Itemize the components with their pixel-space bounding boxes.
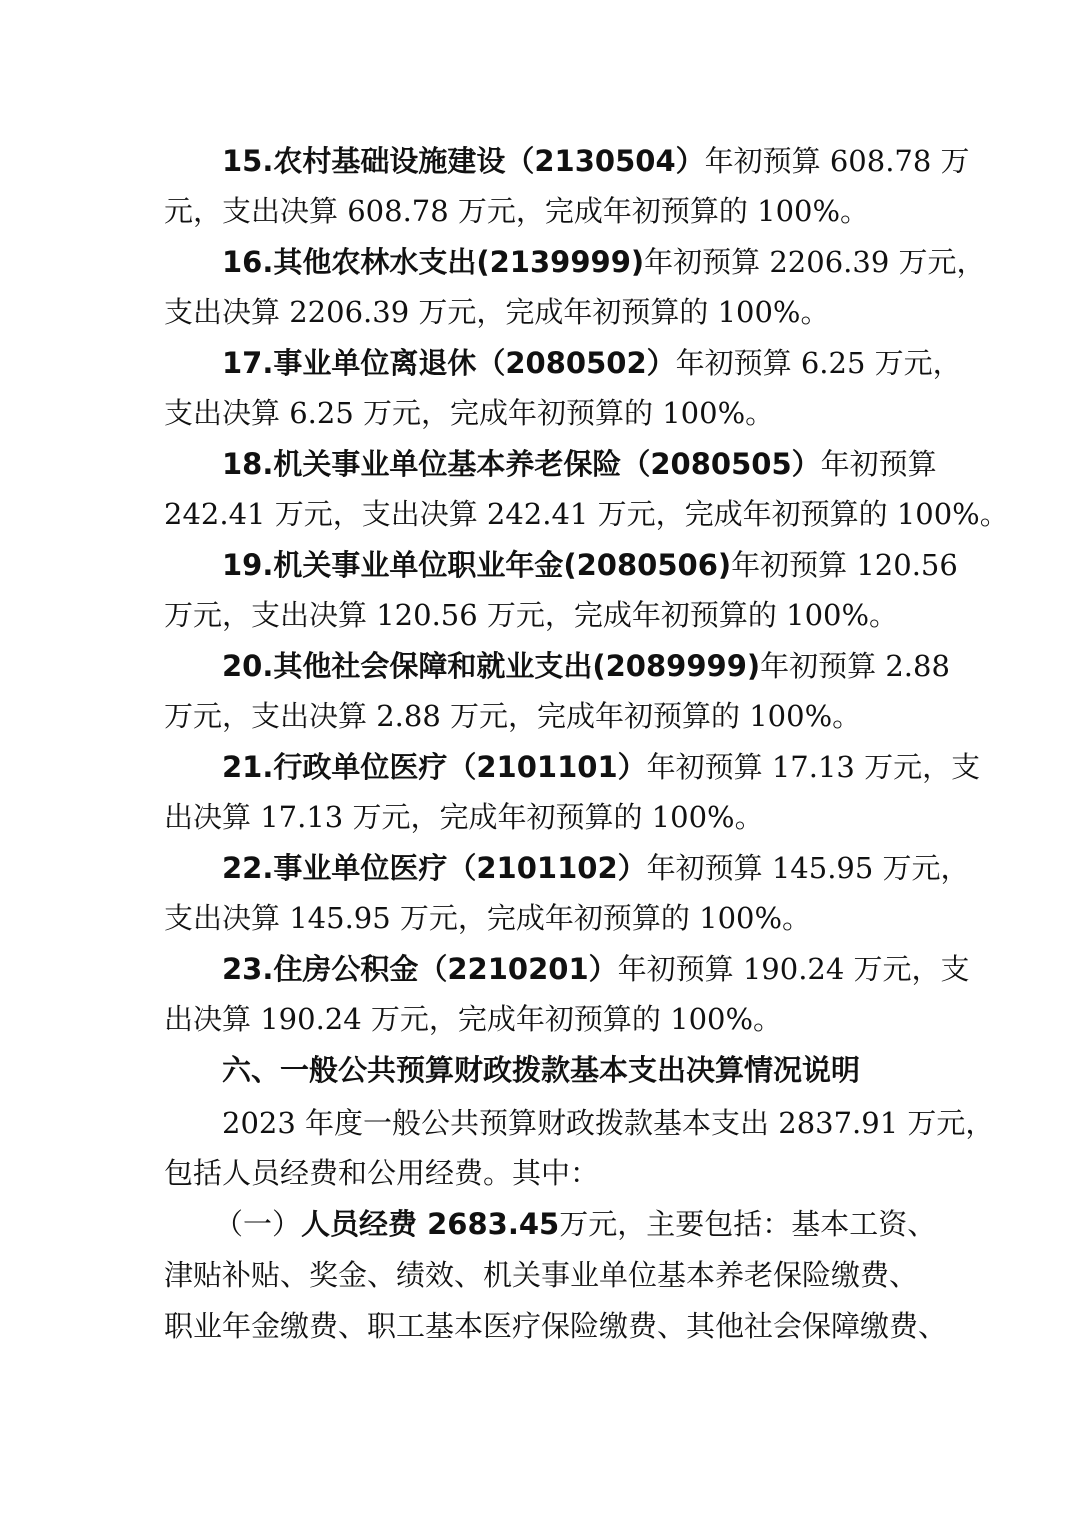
item-23-head: 23.住房公积金（2210201） — [222, 952, 618, 986]
item-18-line-1-text: 年初预算 — [820, 447, 937, 481]
item-20-head: 20.其他社会保障和就业支出(2089999) — [222, 649, 761, 683]
item-21-line-1-text: 年初预算 17.13 万元，支 — [646, 750, 981, 784]
item-19-line-1 — [0, 540, 1074, 590]
item-16-line-1 — [0, 237, 1074, 287]
item-16-line-1-text: 年初预算 2206.39 万元， — [644, 245, 986, 279]
personnel-prefix: （一） — [214, 1207, 302, 1241]
item-22-line-1-text: 年初预算 145.95 万元， — [646, 851, 970, 885]
item-19-line-2: 万元，支出决算 120.56 万元，完成年初预算的 100%。 — [164, 598, 899, 632]
item-15-head: 15.农村基础设施建设（2130504） — [222, 144, 705, 178]
item-20-line-2: 万元，支出决算 2.88 万元，完成年初预算的 100%。 — [164, 699, 862, 733]
item-21-line-2: 出决算 17.13 万元，完成年初预算的 100%。 — [164, 800, 764, 834]
item-16-line-2: 支出决算 2206.39 万元，完成年初预算的 100%。 — [164, 295, 830, 329]
personnel-bold: 人员经费 2683.45 — [301, 1207, 560, 1241]
item-20-line-1-text: 年初预算 2.88 — [760, 649, 950, 683]
item-18-line-1 — [0, 439, 1074, 489]
item-22-line-2: 支出决算 145.95 万元，完成年初预算的 100%。 — [164, 901, 812, 935]
personnel-line-3: 职业年金缴费、职工基本医疗保险缴费、其他社会保障缴费、 — [164, 1309, 948, 1343]
item-23-line-1 — [0, 944, 1074, 994]
intro-line-1: 2023 年度一般公共预算财政拨款基本支出 2837.91 万元， — [222, 1106, 995, 1140]
item-15-line-1 — [0, 136, 1074, 186]
item-17-line-2: 支出决算 6.25 万元，完成年初预算的 100%。 — [164, 396, 775, 430]
item-23-line-1-text: 年初预算 190.24 万元，支 — [617, 952, 970, 986]
item-22-line-1 — [0, 843, 1074, 893]
item-18-line-2: 242.41 万元，支出决算 242.41 万元，完成年初预算的 100%。 — [164, 497, 1009, 531]
item-18-head: 18.机关事业单位基本养老保险（2080505） — [222, 447, 821, 481]
item-17-line-1 — [0, 338, 1074, 388]
item-16-head: 16.其他农林水支出(2139999) — [222, 245, 645, 279]
section-heading: 六、一般公共预算财政拨款基本支出决算情况说明 — [222, 1053, 861, 1087]
item-21-line-1 — [0, 742, 1074, 792]
item-19-line-1-text: 年初预算 120.56 — [731, 548, 958, 582]
item-17-line-1-text: 年初预算 6.25 万元， — [675, 346, 962, 380]
item-19-head: 19.机关事业单位职业年金(2080506) — [222, 548, 732, 582]
item-22-head: 22.事业单位医疗（2101102） — [222, 851, 647, 885]
intro-line-2: 包括人员经费和公用经费。其中： — [164, 1156, 600, 1190]
item-23-line-2: 出决算 190.24 万元，完成年初预算的 100%。 — [164, 1002, 783, 1036]
personnel-line-2: 津贴补贴、奖金、绩效、机关事业单位基本养老保险缴费、 — [164, 1258, 919, 1292]
item-15-line-2: 元，支出决算 608.78 万元，完成年初预算的 100%。 — [164, 194, 870, 228]
item-15-line-1-text: 年初预算 608.78 万 — [704, 144, 970, 178]
item-21-head: 21.行政单位医疗（2101101） — [222, 750, 647, 784]
item-20-line-1 — [0, 641, 1074, 691]
personnel-line-1-text: 万元，主要包括：基本工资、 — [559, 1207, 937, 1241]
personnel-line-1 — [0, 1199, 1074, 1249]
item-17-head: 17.事业单位离退休（2080502） — [222, 346, 676, 380]
